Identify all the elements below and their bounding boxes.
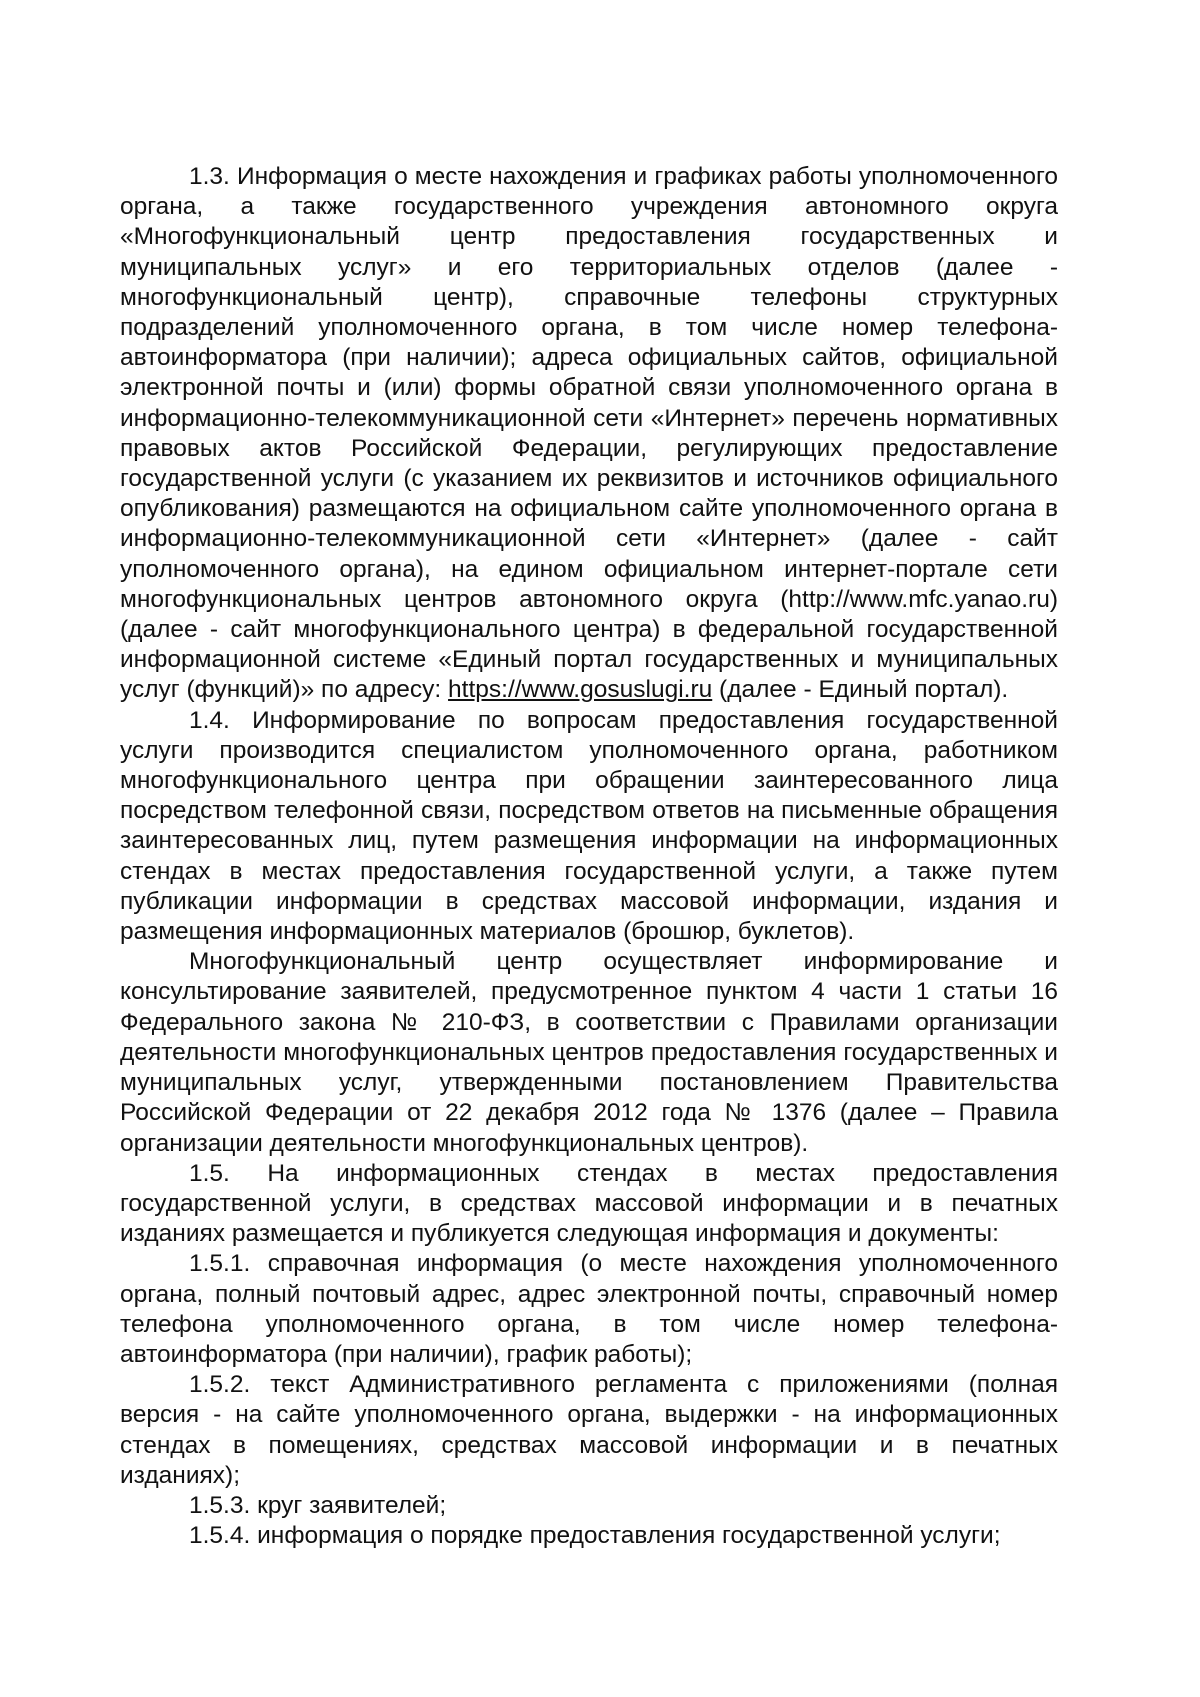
paragraph-1-5-3: 1.5.3. круг заявителей; (189, 1491, 447, 1519)
document-page (120, 162, 1058, 1551)
paragraph-1-4: 1.4. Информирование по вопросам предоставления государственной услуги производится специалистом уполномоченного органа, работником многофункционального центра при обращении заинтересованного лица посредством телефонной связи, посредством ответов на письменные обращения заинтересованных лиц, путем размещения информации на информационных стендах в местах предоставления государственной услуги, а также путем публикации информации в средствах массовой информации, издания и размещения информационных материалов (брошюр, буклетов). (120, 706, 1058, 946)
paragraph-1-3 (120, 162, 1058, 706)
paragraph-1-3-text-end: (далее - Единый портал). (712, 676, 1009, 704)
gosuslugi-link[interactable]: https://www.gosuslugi.ru (448, 676, 713, 704)
paragraph-1-5: 1.5. На информационных стендах в местах предоставления государственной услуги, в средствах массовой информации и в печатных изданиях размещается и публикуется следующая информация и документы: (120, 1159, 1058, 1248)
paragraph-mfc-consulting: Многофункциональный центр осуществляет информирование и консультирование заявителей, предусмотренное пунктом 4 части 1 статьи 16 Федерального закона № 210-ФЗ, в соответствии с Правилами организации деятельности многофункциональных центров предоставления государственных и муниципальных услуг, утвержденными постановлением Правительства Российской Федерации от 22 декабря 2012 года № 1376 (далее – Правила организации деятельности многофункциональных центров). (120, 948, 1058, 1157)
paragraph-1-5-4: 1.5.4. информация о порядке предоставления государственной услуги; (189, 1522, 1001, 1550)
paragraph-1-3-text-start: 1.3. Информация о месте нахождения и графиках работы уполномоченного органа, а также государственного учреждения автономного округа «Многофункциональный центр предоставления государственных и муниципальных услуг» и его территориальных отделов (далее - многофункциональный центр), справочные телефоны структурных подразделений уполномоченного органа, в том числе номер телефона-автоинформатора (при наличии); адреса официальных сайтов, официальной электронной почты и (или) формы обратной связи уполномоченного органа в информационно-телекоммуникационной сети «Интернет» перечень нормативных правовых актов Российской Федерации, регулирующих предоставление государственной услуги (с указанием их реквизитов и источников официального опубликования) размещаются на официальном сайте уполномоченного органа в информационно-телекоммуникационной сети «Интернет» (далее - сайт уполномоченного органа), на едином официальном интернет-портале сети многофункциональных центров автономного округа (http://www.mfc.yanao.ru) (далее - сайт многофункционального центра) в федеральной государственной информационной системе «Единый портал государственных и муниципальных услуг (функций)» по адресу: (120, 163, 1058, 704)
paragraph-1-5-1: 1.5.1. справочная информация (о месте нахождения уполномоченного органа, полный почтовый адрес, адрес электронной почты, справочный номер телефона уполномоченного органа, в том числе номер телефона-автоинформатора (при наличии), график работы); (120, 1250, 1058, 1368)
paragraph-1-5-2: 1.5.2. текст Административного регламента с приложениями (полная версия - на сайте уполномоченного органа, выдержки - на информационных стендах в помещениях, средствах массовой информации и в печатных изданиях); (120, 1371, 1058, 1489)
